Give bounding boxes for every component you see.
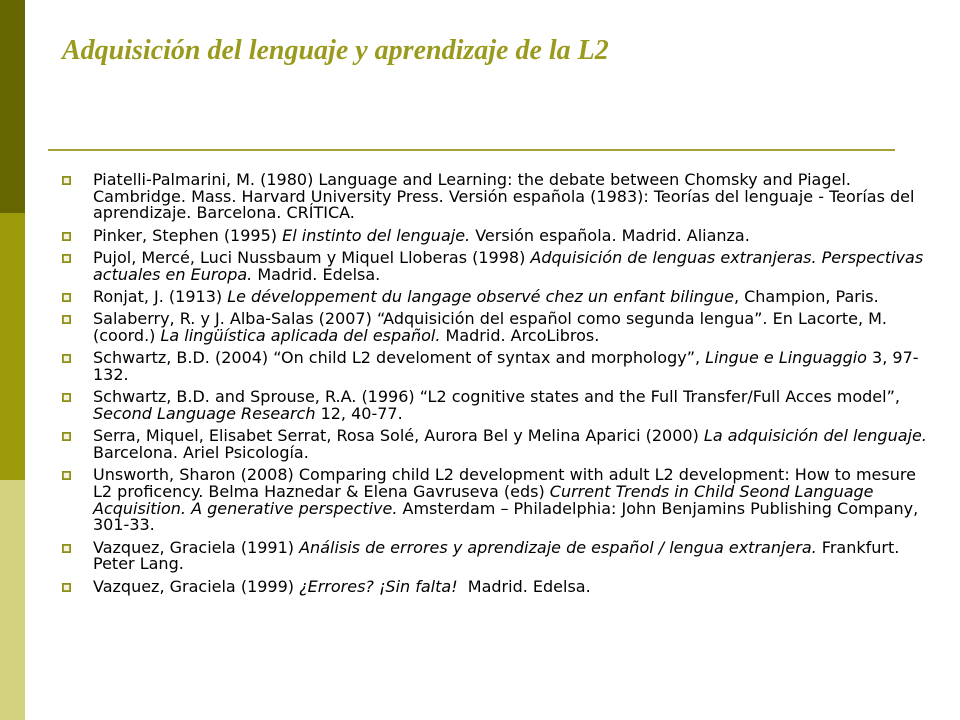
reference-text: Madrid. Edelsa. (457, 576, 591, 596)
reference-text: Vazquez, Graciela (1991) (93, 537, 300, 557)
title-divider (48, 149, 895, 151)
square-bullet-icon (62, 471, 71, 480)
reference-item (93, 225, 928, 245)
left-accent-bar (0, 0, 25, 720)
square-bullet-icon (62, 293, 71, 302)
reference-text: Pujol, Mercé, Luci Nussbaum y Miquel Lloberas (1998) (93, 248, 531, 267)
reference-text: Frankfurt. Peter Lang. (93, 537, 900, 574)
square-bullet-icon (62, 232, 71, 241)
reference-title-italic: La adquisición del lenguaje. (703, 426, 927, 446)
reference-item (93, 537, 928, 574)
reference-text: 3, 97-132. (93, 348, 919, 384)
reference-title-italic: Le développement du langage observé chez un enfant bilingue (227, 287, 734, 306)
reference-title-italic: Second Language Research (93, 404, 316, 423)
square-bullet-icon (62, 544, 71, 553)
reference-title-italic: Lingue e Linguaggio (705, 348, 867, 368)
reference-title-italic: Análisis de errores y aprendizaje de español / lengua extranjera. (299, 537, 817, 557)
reference-item (93, 172, 928, 222)
reference-item (93, 311, 928, 344)
reference-text: Versión española. Madrid. Alianza. (470, 225, 750, 245)
left-bar-light-segment (0, 480, 25, 720)
square-bullet-icon (62, 354, 71, 363)
square-bullet-icon (62, 583, 71, 592)
reference-text: Piatelli-Palmarini, M. (1980) Language and Learning: the debate between Chomsky and Piagel. Cambridge. Mass. Harvard University Press. Versión española (1983): Teorías del lenguaje - Teorías del aprendizaje. Barcelona. CRÍTICA. (93, 170, 915, 223)
reference-item (93, 289, 928, 306)
reference-text: Ronjat, J. (1913) (93, 287, 228, 306)
reference-title-italic: La lingüística aplicada del español. (160, 326, 441, 345)
reference-item (93, 467, 928, 534)
reference-text: Madrid. ArcoLibros. (440, 326, 600, 345)
reference-text: Amsterdam – Philadelphia: John Benjamins Publishing Company, 301-33. (93, 498, 919, 535)
slide-title: Adquisición del lenguaje y aprendizaje de la L2 (62, 35, 609, 66)
reference-title-italic: El instinto del lenguaje. (282, 225, 471, 245)
reference-text: Salaberry, R. y J. Alba-Salas (2007) “Adquisición del español como segunda lengua”. En Lacorte, M. (coord.) (93, 309, 887, 345)
left-bar-dark-segment (0, 0, 25, 213)
reference-text: 12, 40-77. (315, 404, 403, 423)
reference-item (93, 576, 928, 596)
reference-item (93, 428, 928, 461)
reference-text: Serra, Miquel, Elisabet Serrat, Rosa Solé, Aurora Bel y Melina Aparici (2000) (93, 426, 704, 446)
reference-text: Pinker, Stephen (1995) (93, 225, 283, 245)
reference-text: Vazquez, Graciela (1999) (93, 576, 300, 596)
reference-item (93, 389, 928, 422)
square-bullet-icon (62, 393, 71, 402)
left-bar-mid-segment (0, 213, 25, 480)
reference-title-italic: ¿Errores? ¡Sin falta! (299, 576, 458, 596)
reference-title-italic: Current Trends in Child Seond Language Acquisition. A generative perspective. (93, 482, 874, 518)
reference-text: Barcelona. Ariel Psicología. (93, 443, 309, 462)
reference-text: Unsworth, Sharon (2008) Comparing child L2 development with adult L2 development: How to mesure L2 proficency. Belma Haznedar & Elena Gavruseva (eds) (93, 465, 916, 501)
reference-item (93, 250, 928, 283)
reference-text: , Champion, Paris. (733, 287, 879, 306)
reference-title-italic: Adquisición de lenguas extranjeras. Perspectivas actuales en Europa. (93, 248, 924, 284)
reference-list (93, 172, 928, 601)
reference-item (93, 350, 928, 383)
square-bullet-icon (62, 176, 71, 185)
square-bullet-icon (62, 254, 71, 263)
reference-text: Madrid. Edelsa. (252, 264, 381, 284)
reference-text: Schwartz, B.D. (2004) “On child L2 develoment of syntax and morphology”, (93, 348, 706, 368)
square-bullet-icon (62, 315, 71, 324)
reference-text: Schwartz, B.D. and Sprouse, R.A. (1996) “L2 cognitive states and the Full Transfer/Full Acces model”, (93, 387, 900, 407)
square-bullet-icon (62, 432, 71, 441)
